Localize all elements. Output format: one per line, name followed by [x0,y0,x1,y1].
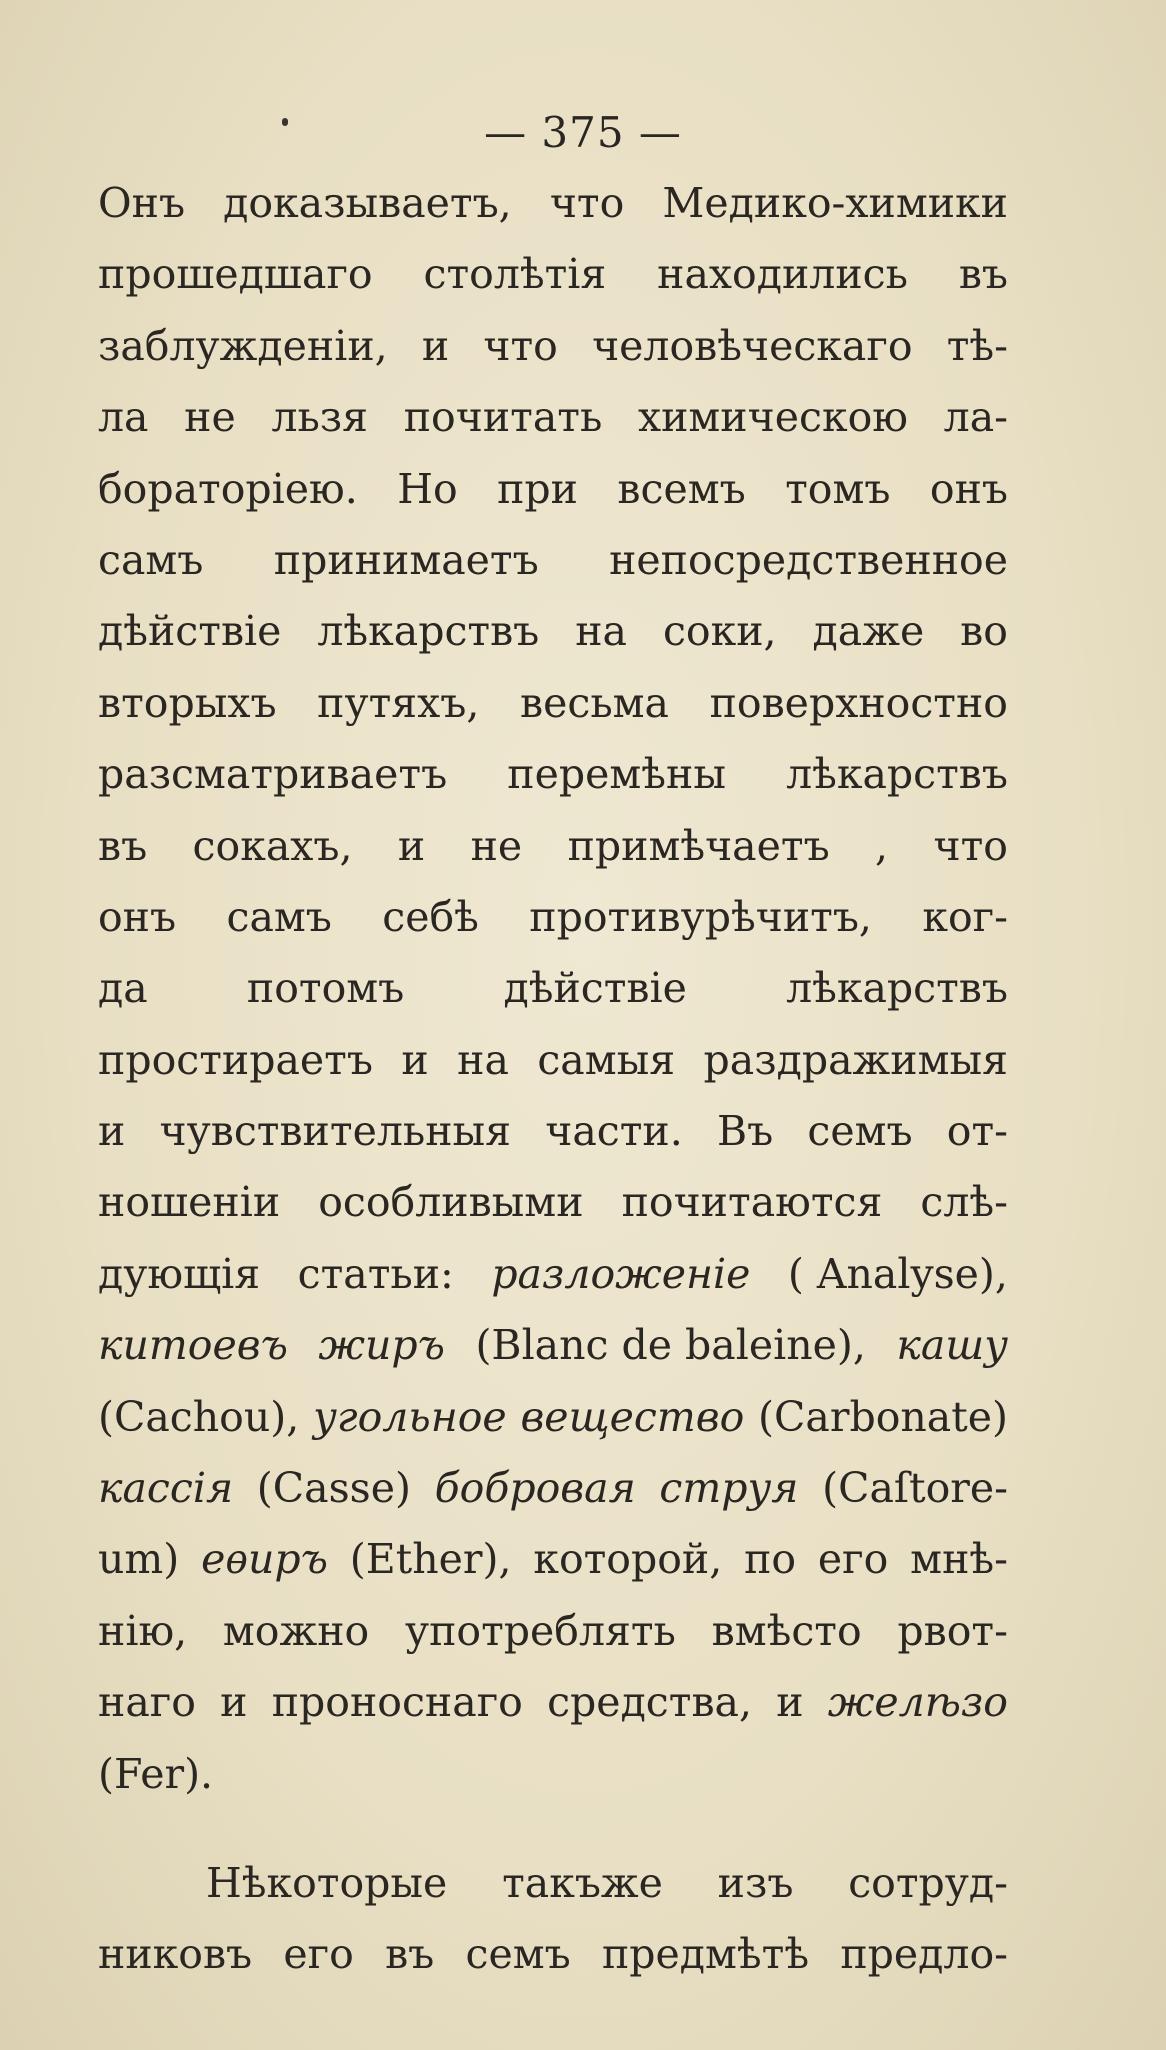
text-line [98,596,1008,667]
text-line [98,1025,1008,1096]
word: путяхъ, [317,678,480,727]
word: ког- [922,892,1008,941]
word: всемъ [617,464,746,513]
word: весьма [520,678,669,727]
word: самъ [98,535,204,584]
word: разсматриваетъ [98,750,448,799]
word: вторыхъ [98,678,277,727]
text-line [98,1382,1008,1453]
word: на [575,607,627,656]
word: по [744,1535,797,1584]
text-line [98,1667,1008,1738]
text-line [98,1919,1008,1990]
word: ношеніи [98,1178,281,1227]
italic-term: жиръ [318,1321,445,1370]
word: (Carbonate) [758,1392,1008,1441]
word: Медико-химики [662,179,1008,227]
word: въ [958,250,1008,299]
word: раздражимыя [703,1035,1008,1084]
word: (Ether), [349,1535,512,1584]
word: бораторіею. [98,464,358,513]
text-line [98,1596,1008,1667]
word: сокахъ, [192,821,353,870]
text-line [98,1739,1008,1810]
word: его [283,1930,354,1979]
word: не [470,821,523,870]
text-line [98,1167,1008,1238]
word: лѣкарствъ [786,964,1008,1013]
word: статьи: [297,1249,454,1298]
word: заблужденіи, [98,321,388,370]
word: дѣйствіе [503,964,687,1013]
text-line [98,953,1008,1024]
word: дѣйствіе [98,607,282,656]
word: и [401,1035,429,1084]
word: онъ [929,464,1008,513]
word: изъ [717,1858,794,1907]
word: онъ [98,892,177,941]
word: непосредственное [609,535,1008,584]
text-line [98,311,1008,382]
word: семъ [465,1930,571,1979]
text-line [98,811,1008,882]
italic-term: китоевъ [98,1321,288,1370]
word: слѣ- [920,1178,1008,1227]
italic-term: еѳиръ [201,1535,328,1584]
word: наго [98,1678,196,1727]
word: которой, [533,1535,723,1584]
word: столѣтія [423,250,607,299]
word: сотруд- [848,1858,1008,1907]
word: при [497,464,578,513]
word: въ [98,821,148,870]
text-line [98,239,1008,310]
italic-term: кассія [98,1464,234,1513]
word: самъ [226,892,332,941]
word: вмѣсто [711,1606,862,1655]
word: тѣ- [946,321,1008,370]
word: предло- [840,1930,1008,1979]
word: и [776,1678,804,1727]
word: и [98,1107,126,1156]
word: находились [657,250,908,299]
word: его [817,1535,889,1584]
word: простираетъ [98,1035,373,1084]
word: во [960,607,1008,656]
word: почитать [403,393,603,442]
word: поверхностно [709,678,1008,727]
word: что [933,821,1008,870]
text-line [98,382,1008,453]
italic-term: вещество [520,1392,745,1441]
text-line [98,168,1008,239]
body-text [98,168,1008,1991]
text-line [98,1848,1008,1919]
word: самыя [537,1035,676,1084]
text-line [98,1239,1008,1310]
word: человѣческаго [592,321,913,370]
paragraph [98,168,1008,1810]
word: даже [812,607,925,656]
word: семъ [807,1107,913,1156]
word: въ [385,1930,435,1979]
word: химическою [637,393,908,442]
paragraph [98,1848,1008,1991]
word: чувствительныя [159,1107,512,1156]
word: лѣкарствъ [317,607,540,656]
word: от- [946,1107,1008,1156]
italic-term: разложеніе [491,1249,751,1298]
word: употреблять [404,1606,676,1655]
word: (Blanc de baleine), [475,1321,866,1370]
word: льзя [271,393,369,442]
word: ла [98,393,149,442]
text-line [98,1453,1008,1524]
italic-term: желѣзо [827,1678,1008,1727]
word: себѣ [382,892,479,941]
word: Но [397,464,458,513]
word: мнѣ- [910,1535,1008,1584]
word: никовъ [98,1930,253,1979]
text-line [98,454,1008,525]
word: предмѣтѣ [601,1930,810,1979]
word: примѣчаетъ [567,821,830,870]
word: не [184,393,236,442]
word: дующія [98,1249,261,1298]
word: um) [98,1535,180,1584]
text-line [98,1524,1008,1595]
word: противурѣчитъ, [529,892,872,941]
text-line [98,1310,1008,1381]
word: (Casse) [256,1464,411,1513]
word: да [98,964,148,1013]
italic-term: бобровая [434,1464,636,1513]
word: (Cachou), [98,1392,300,1441]
text-line [98,1096,1008,1167]
word: томъ [785,464,891,513]
word: что [549,179,625,227]
word: принимаетъ [273,535,539,584]
word: ла- [943,393,1008,442]
word: прошедшаго [98,250,373,299]
word: почитаются [621,1178,883,1227]
word: особливыми [318,1178,584,1227]
word: средства, [547,1678,753,1727]
paragraph-gap [98,1810,1008,1848]
text-line [98,739,1008,810]
word: нію, [98,1606,188,1655]
text-line [98,668,1008,739]
page-number: — 375 — [484,108,682,157]
word: Нѣкоторые [206,1858,448,1907]
italic-term: струя [659,1464,799,1513]
word: потомъ [246,964,405,1013]
italic-term: кашу [896,1321,1008,1370]
word: рвот- [897,1606,1008,1655]
word: перемѣны [507,750,726,799]
word: Въ [716,1107,774,1156]
word: что [483,321,558,370]
word: можно [222,1606,370,1655]
word: Онъ [98,179,186,227]
word: на [457,1035,509,1084]
text-line [98,882,1008,953]
word: и [421,321,450,370]
word: проноснаго [271,1678,523,1727]
word: (Fer). [98,1749,214,1798]
word: и [220,1678,248,1727]
word: части. [545,1107,683,1156]
word: такъже [502,1858,663,1907]
word: ( Analyse), [787,1249,1008,1298]
word: соки, [662,607,777,656]
word: и [397,821,426,870]
italic-term: угольное [313,1392,507,1441]
text-line [98,525,1008,596]
word: лѣкарствъ [786,750,1008,799]
word: (Caſtore- [822,1464,1008,1513]
word: доказываетъ, [223,179,512,227]
word: , [875,821,889,870]
